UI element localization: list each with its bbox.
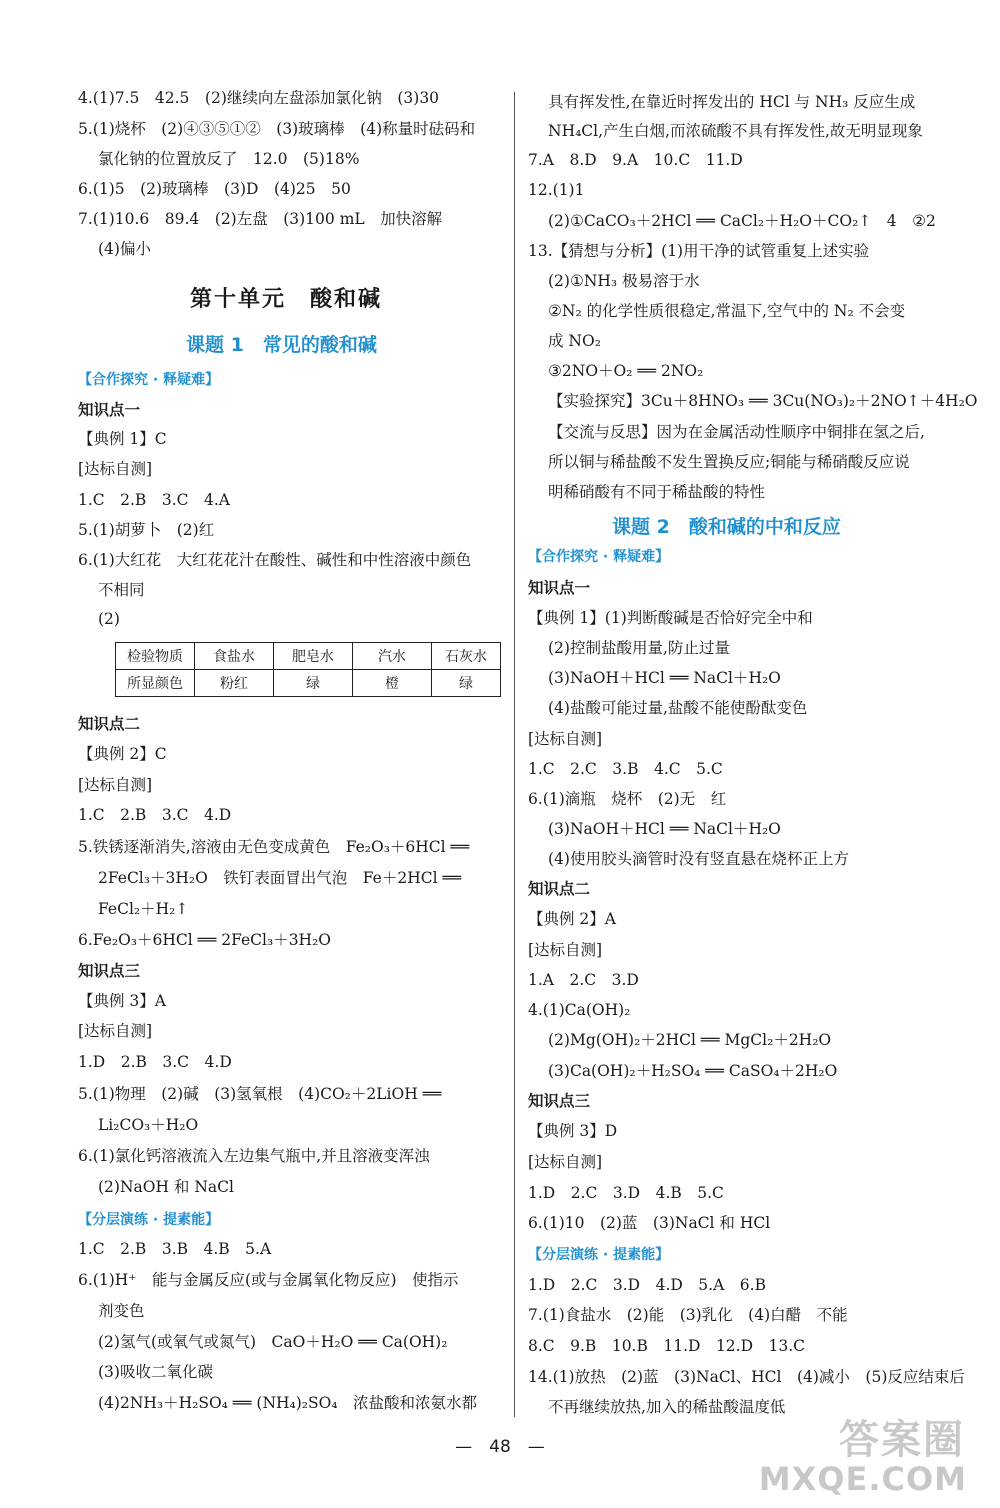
answer-line: [达标自测] [528,730,603,748]
answer-line: (2)控制盐酸用量,防止过量 [548,639,730,657]
answer-line: (4)盐酸可能过量,盐酸不能使酚酞变色 [548,699,808,717]
answer-line: 12.(1)1 [528,181,585,199]
answer-line: 【典例 2】C [78,745,167,763]
answer-line: 1.C 2.C 3.B 4.C 5.C [528,760,723,778]
answer-line: 1.C 2.B 3.C 4.A [78,491,230,509]
answer-line: 5.(1)烧杯 (2)④③⑤①② (3)玻璃棒 (4)称量时砝码和 [78,120,476,138]
answer-line: ②N₂ 的化学性质很稳定,常温下,空气中的 N₂ 不会变 [548,302,906,320]
answer-line: 5.(1)物理 (2)碱 (3)氢氧根 (4)CO₂＋2LiOH ══ [78,1085,442,1103]
section-tag-practice-2: 【分层演练 · 提素能】 [528,1247,670,1263]
table-cell: 绿 [432,670,501,697]
answer-line: 所以铜与稀盐酸不发生置换反应;铜能与稀硝酸反应说 [548,453,910,471]
answer-line: 2FeCl₃＋3H₂O 铁钉表面冒出气泡 Fe＋2HCl ══ [98,869,462,887]
table-cell: 绿 [274,670,353,697]
answer-line: 【典例 1】C [78,430,167,448]
topic-2-title: 课题 2 酸和碱的中和反应 [612,516,841,538]
answer-line: 知识点二 [78,714,141,733]
answer-line: ③2NO＋O₂ ══ 2NO₂ [548,362,704,380]
answer-line: 【交流与反思】因为在金属活动性顺序中铜排在氢之后, [548,423,925,441]
answer-line: 13.【猜想与分析】(1)用干净的试管重复上述实验 [528,242,870,260]
answer-line: 【典例 2】A [528,910,616,928]
answer-line: [达标自测] [78,1022,153,1040]
table-cell: 食盐水 [195,643,274,670]
answer-line: 5.铁锈逐渐消失,溶液由无色变成黄色 Fe₂O₃＋6HCl ══ [78,838,470,856]
section-tag-practice-1: 【分层演练 · 提素能】 [78,1212,220,1228]
answer-line: 7.(1)10.6 89.4 (2)左盘 (3)100 mL 加快溶解 [78,210,443,228]
answer-line: 【实验探究】3Cu＋8HNO₃ ══ 3Cu(NO₃)₂＋2NO↑＋4H₂O [548,392,978,410]
answer-line: 6.(1)5 (2)玻璃棒 (3)D (4)25 50 [78,180,351,198]
answer-line: 剂变色 [98,1302,145,1320]
answer-line: 知识点一 [78,400,141,419]
answer-line: 明稀硝酸有不同于稀盐酸的特性 [548,483,766,501]
answer-line: (2)NaOH 和 NaCl [98,1178,234,1196]
answer-line: 【典例 1】(1)判断酸碱是否恰好完全中和 [528,609,813,627]
table-cell: 检验物质 [116,643,195,670]
answer-line: (4)偏小 [98,240,151,258]
answer-line: (2) [98,610,120,628]
answer-line: 7.A 8.D 9.A 10.C 11.D [528,151,743,169]
answer-line: 8.C 9.B 10.B 11.D 12.D 13.C [528,1337,806,1355]
answer-line: (4)2NH₃＋H₂SO₄ ══ (NH₄)₂SO₄ 浓盐酸和浓氨水都 [98,1394,478,1412]
answer-line: 4.(1)Ca(OH)₂ [528,1001,631,1019]
answer-line: 6.Fe₂O₃＋6HCl ══ 2FeCl₃＋3H₂O [78,931,331,949]
answer-line: 知识点一 [528,578,591,597]
table-cell: 肥皂水 [274,643,353,670]
watermark-text: 答案圈 [839,1417,965,1463]
table-cell: 汽水 [353,643,432,670]
answer-line: FeCl₂＋H₂↑ [98,900,189,918]
table-row [116,670,501,697]
answer-line: [达标自测] [78,460,153,478]
table-cell: 粉红 [195,670,274,697]
answer-line: 7.(1)食盐水 (2)能 (3)乳化 (4)白醋 不能 [528,1306,848,1324]
answer-line: 6.(1)H⁺ 能与金属反应(或与金属氧化物反应) 使指示 [78,1271,459,1289]
answer-line: (3)NaOH＋HCl ══ NaCl＋H₂O [548,669,781,687]
answer-line: 知识点三 [78,961,141,980]
watermark-logo [758,1408,975,1498]
topic-1-title: 课题 1 常见的酸和碱 [186,334,377,356]
answer-line: 1.C 2.B 3.B 4.B 5.A [78,1240,272,1258]
answer-line: (2)①NH₃ 极易溶于水 [548,272,700,290]
answer-line: 6.(1)氯化钙溶液流入左边集气瓶中,并且溶液变浑浊 [78,1147,430,1165]
answer-line: 1.D 2.C 3.D 4.D 5.A 6.B [528,1276,766,1294]
answer-line: 5.(1)胡萝卜 (2)红 [78,521,215,539]
answer-line: [达标自测] [528,1153,603,1171]
table-row [116,643,501,670]
page-number: — 48 — [455,1437,545,1457]
answer-line: 1.C 2.B 3.C 4.D [78,806,232,824]
table-cell: 石灰水 [432,643,501,670]
answer-line: (4)使用胶头滴管时没有竖直悬在烧杯正上方 [548,850,849,868]
answer-line: [达标自测] [78,776,153,794]
indicator-color-table [115,642,501,697]
answer-line: NH₄Cl,产生白烟,而浓硫酸不具有挥发性,故无明显现象 [548,122,923,140]
table-cell: 橙 [353,670,432,697]
answer-line: 6.(1)10 (2)蓝 (3)NaCl 和 HCl [528,1214,771,1232]
table-cell: 所显颜色 [116,670,195,697]
answer-line: 氯化钠的位置放反了 12.0 (5)18% [98,150,360,168]
answer-line: (3)Ca(OH)₂＋H₂SO₄ ══ CaSO₄＋2H₂O [548,1062,838,1080]
answer-line: 不相同 [98,581,145,599]
answer-line: Li₂CO₃＋H₂O [98,1116,199,1134]
answer-line: 【典例 3】D [528,1122,618,1140]
answer-line: 1.D 2.B 3.C 4.D [78,1053,232,1071]
answer-line: [达标自测] [528,941,603,959]
answer-line: (3)NaOH＋HCl ══ NaCl＋H₂O [548,820,781,838]
answer-line: (2)Mg(OH)₂＋2HCl ══ MgCl₂＋2H₂O [548,1031,832,1049]
unit-title: 第十单元 酸和碱 [190,286,383,312]
answer-line: (2)①CaCO₃＋2HCl ══ CaCl₂＋H₂O＋CO₂↑ 4 ②2 [548,212,936,230]
answer-line: (3)吸收二氧化碳 [98,1363,213,1381]
answer-line: 6.(1)大红花 大红花花汁在酸性、碱性和中性溶液中颜色 [78,551,472,569]
answer-line: 4.(1)7.5 42.5 (2)继续向左盘添加氯化钠 (3)30 [78,89,440,107]
column-divider [514,92,515,1417]
answer-line: 知识点二 [528,879,591,898]
answer-line: 成 NO₂ [548,332,601,350]
answer-line: 6.(1)滴瓶 烧杯 (2)无 红 [528,790,727,808]
answer-line: 具有挥发性,在靠近时挥发出的 HCl 与 NH₃ 反应生成 [548,93,916,111]
answer-line: 知识点三 [528,1091,591,1110]
answer-line: 【典例 3】A [78,992,166,1010]
answer-line: 1.D 2.C 3.D 4.B 5.C [528,1184,724,1202]
answer-line: (2)氢气(或氧气或氮气) CaO＋H₂O ══ Ca(OH)₂ [98,1333,448,1351]
section-tag-cooperate-2: 【合作探究 · 释疑难】 [528,549,670,565]
answer-line: 不再继续放热,加入的稀盐酸温度低 [548,1398,786,1416]
answer-line: 14.(1)放热 (2)蓝 (3)NaCl、HCl (4)减小 (5)反应结束后 [528,1368,965,1386]
answer-line: 1.A 2.C 3.D [528,971,639,989]
section-tag-cooperate-1: 【合作探究 · 释疑难】 [78,372,220,388]
watermark-url: MXQE.COM [758,1460,967,1498]
